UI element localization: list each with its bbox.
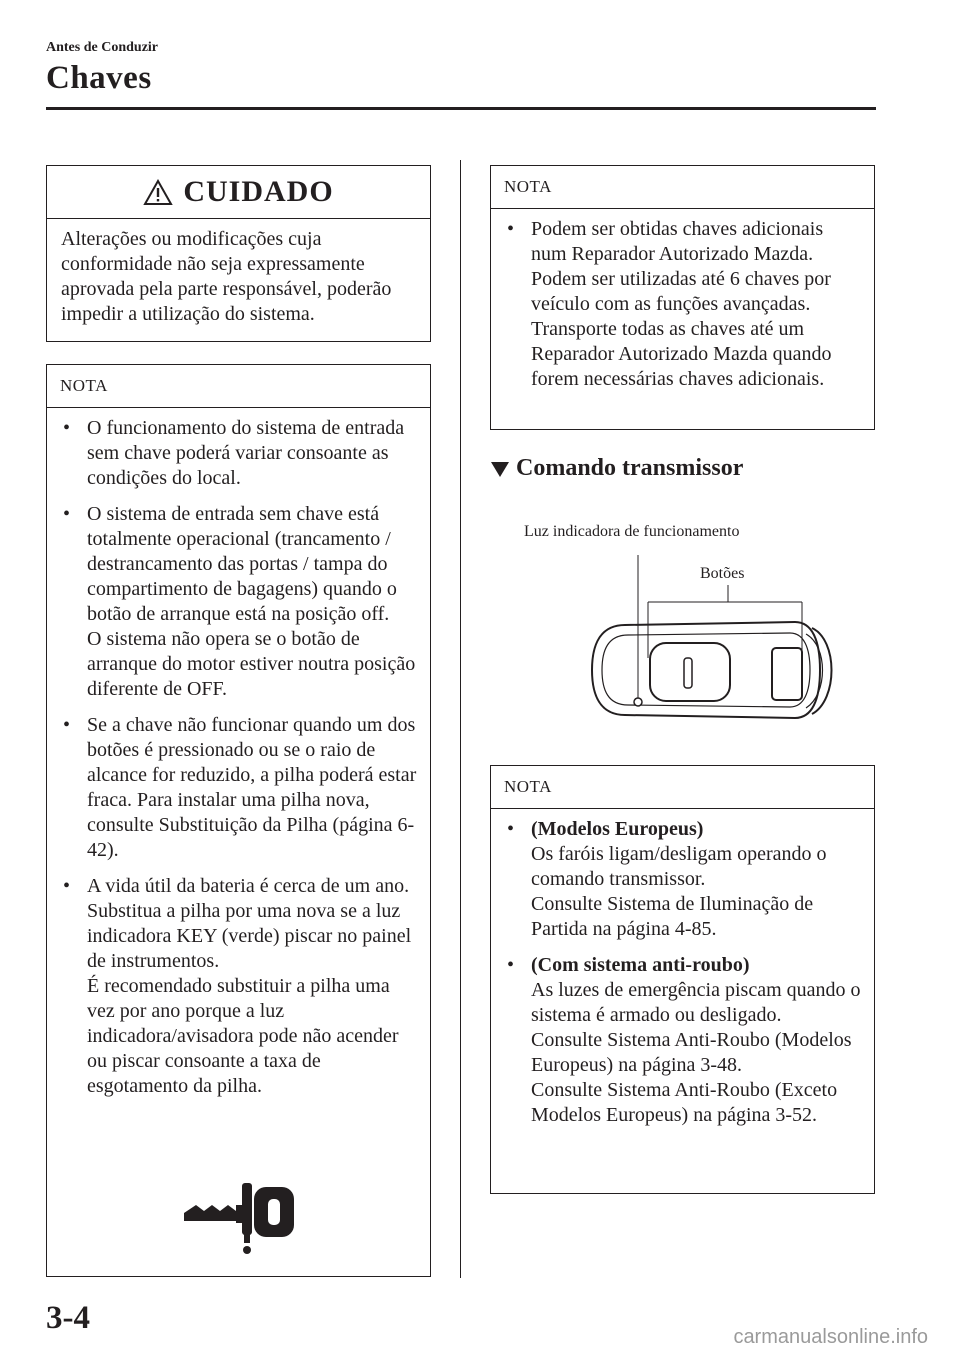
column-divider: [460, 160, 461, 1278]
list-item: • Podem ser obtidas chaves adicionais num Reparador Autorizado Mazda. Podem ser utilizadas até 6 chaves por veículo com as funções avançadas. Transporte todas as chaves até um Reparador Autorizado Mazda quando forem necessárias chaves adicionais.: [503, 217, 862, 392]
list-item: • O funcionamento do sistema de entrada sem chave poderá variar consoante as condições do local.: [59, 416, 418, 491]
title-rule: [46, 107, 876, 110]
triangle-bullet-icon: [490, 460, 510, 478]
list-item-text: Consulte Sistema de Iluminação de Partida na página 4-85.: [531, 893, 814, 940]
list-item-text: Os faróis ligam/desligam operando o comando transmissor.: [531, 843, 827, 890]
note-label: NOTA: [491, 166, 874, 209]
list-item-text: Consulte Sistema Anti-Roubo (Exceto Modelos Europeus) na página 3-52.: [531, 1079, 838, 1126]
caution-header: [47, 166, 430, 219]
list-item-text: É recomendado substituir a pilha uma vez por ano porque a luz indicadora/avisadora pode não acender ou piscar consoante a taxa de esgotamento da pilha.: [87, 975, 399, 1097]
list-item-text: As luzes de emergência piscam quando o sistema é armado ou desligado.: [531, 979, 861, 1026]
list-item-text: • O sistema de entrada sem chave está totalmente operacional (trancamento / destrancamento das portas / tampa do compartimento de bagagens) quando o botão de arranque está na posição off.: [87, 503, 397, 625]
transmitter-heading: [490, 455, 743, 482]
caution-title: CUIDADO: [183, 175, 334, 208]
list-item-text: O sistema não opera se o botão de arranque do motor estiver noutra posição diferente de OFF.: [87, 628, 416, 700]
list-item-title: • (Com sistema anti-roubo): [531, 954, 750, 976]
key-fob-illustration: [580, 540, 850, 740]
buttons-label: Botões: [700, 565, 745, 582]
list-item-title: • (Modelos Europeus): [531, 818, 704, 840]
page-title: Chaves: [46, 60, 152, 96]
key-battery-warning-icon: [182, 1175, 297, 1255]
note-label: NOTA: [491, 766, 874, 809]
list-item-text: Consulte Sistema Anti-Roubo (Modelos Europeus) na página 3-48.: [531, 1029, 852, 1076]
caution-box: [46, 165, 431, 342]
list-item-text: • A vida útil da bateria é cerca de um ano. Substitua a pilha por uma nova se a luz indicadora KEY (verde) piscar no painel de instrumentos.: [87, 875, 412, 972]
caution-text: Alterações ou modificações cuja conformidade não seja expressamente aprovada pela parte responsável, poderão impedir a utilização do sistema.: [61, 228, 392, 325]
note-box-left: [46, 364, 431, 1277]
watermark: carmanualsonline.info: [733, 1326, 928, 1348]
indicator-light-label: Luz indicadora de funcionamento: [524, 523, 740, 540]
list-item: [503, 953, 862, 1128]
section-label: Antes de Conduzir: [46, 40, 159, 55]
list-item: [59, 502, 418, 702]
note-label: NOTA: [47, 365, 430, 408]
page-number: 3-4: [46, 1300, 90, 1336]
list-item: [59, 874, 418, 1099]
transmitter-heading-text: Comando transmissor: [516, 455, 744, 481]
list-item: [503, 817, 862, 942]
note-box-right-bottom: [490, 765, 875, 1194]
list-item: • Se a chave não funcionar quando um dos botões é pressionado ou se o raio de alcance for reduzido, a pilha poderá estar fraca. Para instalar uma pilha nova, consulte Substituição da Pilha (página 6-42).: [59, 713, 418, 863]
warning-triangle-icon: [143, 179, 173, 206]
note-box-right-top: [490, 165, 875, 430]
